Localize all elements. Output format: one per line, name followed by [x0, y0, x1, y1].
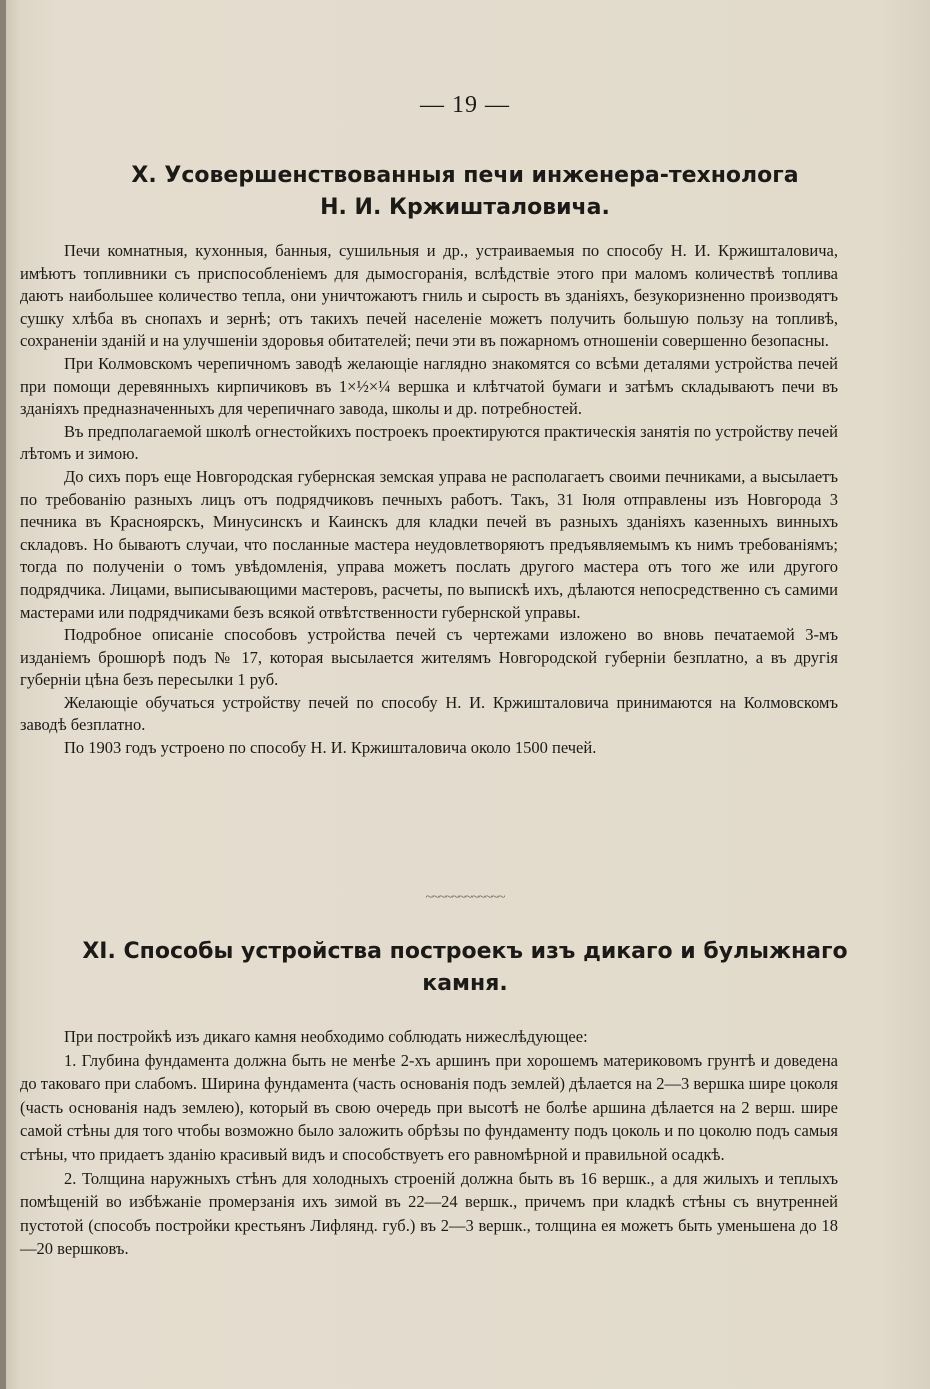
paragraph: По 1903 годъ устроено по способу Н. И. Кржишталовича около 1500 печей.	[64, 738, 597, 758]
paragraph: Подробное описаніе способовъ устройства печей съ чертежами изложено во вновь печатаемой 3-мъ изданіемъ брошюрѣ подъ № 17, которая высылается жителямъ Новгородской губерніи безплатно, а въ другія губерніи цѣна безъ пересылки 1 руб.	[20, 625, 838, 690]
paragraph: При Колмовскомъ черепичномъ заводѣ желающіе наглядно знакомятся со всѣми деталями устройства печей при помощи деревянныхъ кирпичиковъ въ 1×½×¼ вершка и клѣтчатой бумаги и затѣмъ складываютъ печи въ зданіяхъ предназначенныхъ для черепичнаго завода, школы и др. потребностей.	[20, 353, 838, 419]
paragraph: Въ предполагаемой школѣ огнестойкихъ построекъ проектируются практическія занятія по устройству печей лѣтомъ и зимою.	[20, 421, 838, 464]
section-x-body	[20, 240, 838, 760]
book-spine-edge	[0, 0, 6, 1389]
paragraph: 2. Толщина наружныхъ стѣнъ для холодныхъ строеній должна быть въ 16 вершк., а для жилыхъ и теплыхъ помѣщеній во избѣжаніе промерзанія ихъ зимой въ 22—24 вершк., причемъ при кладкѣ стѣны съ внутренней пустотой (способъ постройки крестьянъ Лифлянд. губ.) въ 2—3 вершк., толщина ея можетъ быть уменьшена до 18—20 вершковъ.	[20, 1168, 838, 1259]
paragraph: 1. Глубина фундамента должна быть не менѣе 2-хъ аршинъ при хорошемъ материковомъ грунтѣ и доведена до таковаго при слабомъ. Ширина фундамента (часть основанія подъ землей) дѣлается на 2—3 вершка шире цоколя (часть основанія надъ землею), который въ свою очередь при высотѣ не болѣе аршина дѣлается на 2 верш. шире самой стѣны для того чтобы возможно было заложить обрѣзы по фундаменту подъ цоколь и по цоколю подъ самыя стѣны, что придаетъ зданію красивый видъ и способствуетъ его равномѣрной и правильной осадкѣ.	[20, 1050, 838, 1164]
section-xi-body	[20, 1025, 838, 1261]
section-divider-ornament: ~~~~~~~~~~~~	[425, 890, 505, 905]
section-x-title-line2: Н. И. Кржишталовича.	[320, 195, 610, 220]
paragraph: До сихъ поръ еще Новгородская губернская земская управа не располагаетъ своими печниками, а высылаетъ по требованію разныхъ лицъ отъ подрядчиковъ печныхъ работъ. Такъ, 31 Іюля отправлены изъ Новгорода 3 печника въ Красноярскъ, Минусинскъ и Каинскъ для кладки печей въ разныхъ зданіяхъ казенныхъ винныхъ складовъ. Но бываютъ случаи, что посланные мастера неудовлетворяютъ предъявляемымъ къ нимъ требованіямъ; тогда по полученіи о томъ увѣдомленія, управа можетъ послать другого мастера отъ того же или другого подрядчика. Лицами, выписывающими мастеровъ, расчеты, по выпискѣ ихъ, дѣлаются непосредственно съ самими мастерами или подрядчиками безъ всякой отвѣтственности губернской управы.	[20, 466, 838, 622]
section-x-heading	[60, 160, 870, 224]
section-xi-title-line2: камня.	[422, 971, 508, 996]
paragraph: Печи комнатныя, кухонныя, банныя, сушильныя и др., устраиваемыя по способу Н. И. Кржишталовича, имѣютъ топливники съ приспособленіемъ для дымосгоранія, вслѣдствіе этого при маломъ количествѣ топлива даютъ наибольшее количество тепла, они уничтожаютъ гниль и сырость въ зданіяхъ, безукоризненно производятъ сушку хлѣба въ снопахъ и зернѣ; отъ такихъ печей населеніе можетъ получить большую пользу на топливѣ, сохраненіи зданій и на улучшеніи здоровья обитателей; печи эти въ пожарномъ отношеніи совершенно безопасны.	[20, 241, 838, 351]
section-x-title-line1: X. Усовершенствованныя печи инженера-технолога	[131, 163, 799, 188]
paragraph: При постройкѣ изъ дикаго камня необходимо соблюдать нижеслѣдующее:	[64, 1027, 588, 1046]
section-xi-heading	[60, 936, 870, 1000]
paragraph: Желающіе обучаться устройству печей по способу Н. И. Кржишталовича принимаются на Колмовскомъ заводѣ безплатно.	[20, 692, 838, 735]
page-number: — 19 —	[420, 92, 510, 118]
section-xi-title-line1: XI. Способы устройства построекъ изъ дикаго и булыжнаго	[82, 939, 848, 964]
